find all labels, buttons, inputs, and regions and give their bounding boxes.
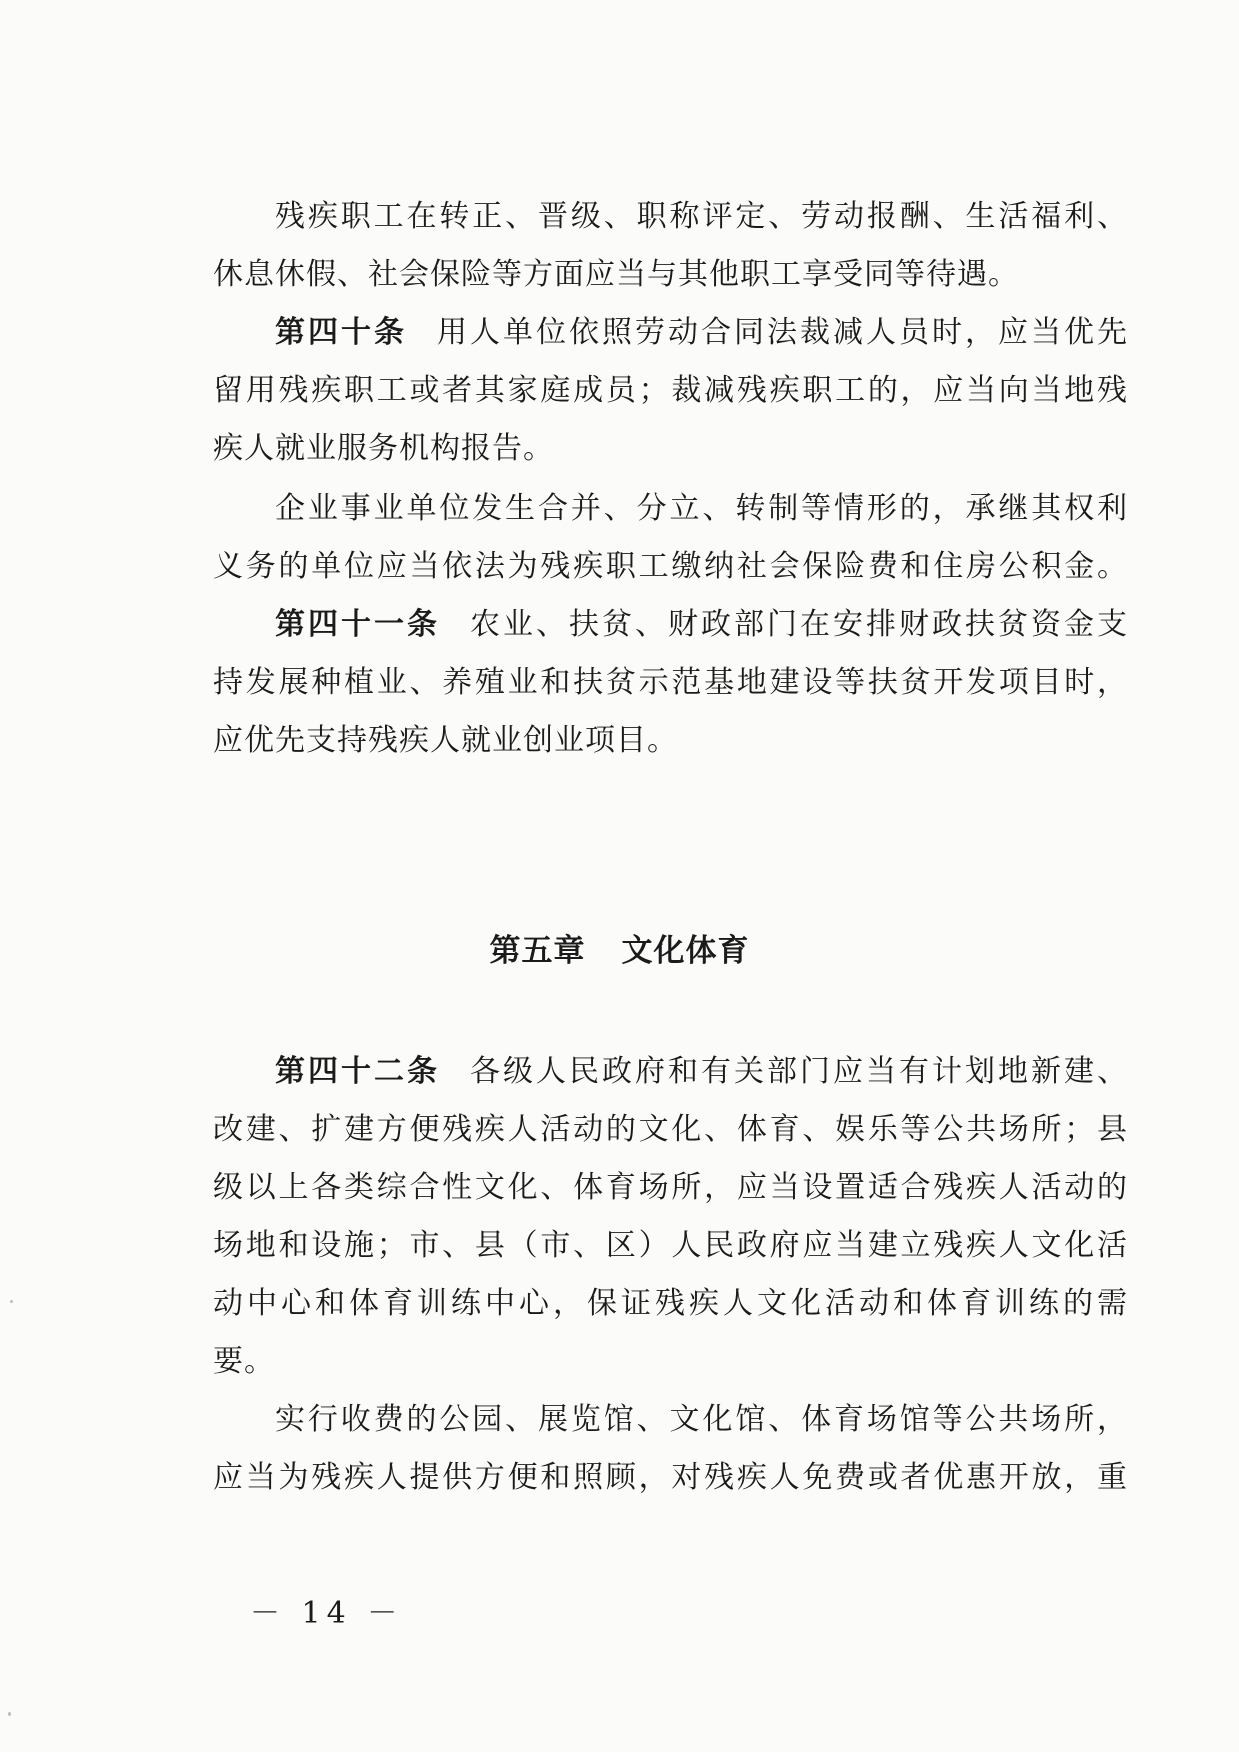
text-line: 留用残疾职工或者其家庭成员；裁减残疾职工的，应当向当地残: [213, 373, 1128, 408]
text-line: 疾人就业服务机构报告。: [213, 431, 554, 466]
text-line: 应优先支持残疾人就业创业项目。: [213, 723, 678, 758]
text-line: 义务的单位应当依法为残疾职工缴纳社会保险费和住房公积金。: [213, 549, 1128, 584]
article-heading: 第四十条: [275, 315, 407, 350]
text-line: 实行收费的公园、展览馆、文化馆、体育场馆等公共场所，: [275, 1402, 1128, 1437]
text-line: [275, 596, 1128, 654]
text-line: [275, 304, 1128, 362]
text-line: 要。: [213, 1344, 275, 1379]
scan-artifact: [8, 1712, 11, 1716]
page-number: － 14 －: [250, 1596, 404, 1631]
text-line: 残疾职工在转正、晋级、职称评定、劳动报酬、生活福利、: [275, 199, 1128, 234]
text-line: 应当为残疾人提供方便和照顾，对残疾人免费或者优惠开放，重: [213, 1460, 1128, 1495]
article-heading: 第四十一条: [275, 607, 440, 642]
text-line: 休息休假、社会保险等方面应当与其他职工享受同等待遇。: [213, 257, 1019, 292]
text-line: 级以上各类综合性文化、体育场所，应当设置适合残疾人活动的: [213, 1170, 1128, 1205]
text-line: 改建、扩建方便残疾人活动的文化、体育、娱乐等公共场所；县: [213, 1112, 1128, 1147]
scan-artifact: [10, 1300, 13, 1303]
chapter-title: 文化体育: [621, 933, 750, 969]
text-line: [275, 1043, 1128, 1101]
text-line: 场地和设施；市、县（市、区）人民政府应当建立残疾人文化活: [213, 1228, 1128, 1263]
article-text: 各级人民政府和有关部门应当有计划地新建、: [470, 1054, 1128, 1089]
text-line: 企业事业单位发生合并、分立、转制等情形的，承继其权利: [275, 491, 1128, 526]
chapter-number: 第五章: [489, 933, 586, 969]
chapter-heading: [0, 925, 1239, 970]
article-text: 用人单位依照劳动合同法裁减人员时，应当优先: [437, 315, 1128, 350]
text-line: 动中心和体育训练中心，保证残疾人文化活动和体育训练的需: [213, 1286, 1128, 1321]
article-heading: 第四十二条: [275, 1054, 440, 1089]
text-line: 持发展种植业、养殖业和扶贫示范基地建设等扶贫开发项目时，: [213, 665, 1128, 700]
article-text: 农业、扶贫、财政部门在安排财政扶贫资金支: [470, 607, 1128, 642]
